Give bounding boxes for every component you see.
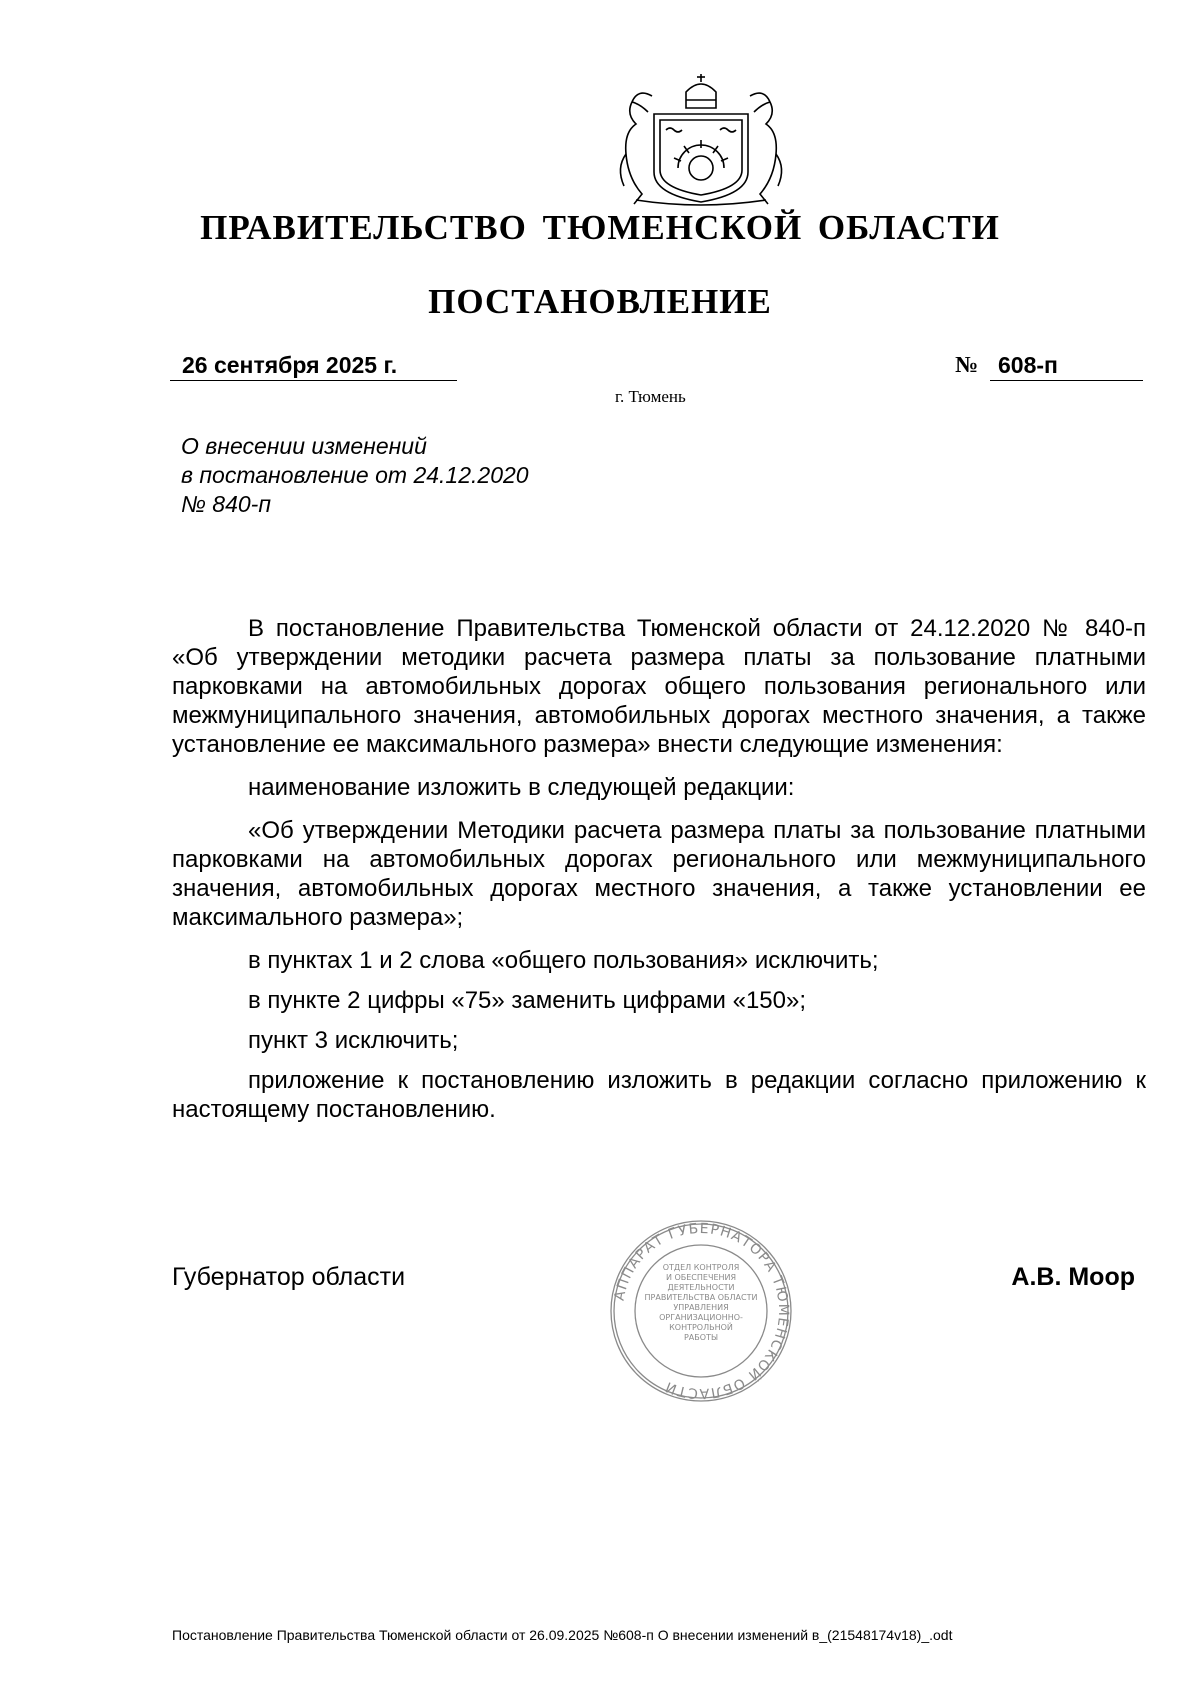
official-seal-icon xyxy=(608,1218,794,1404)
seal-inner-text: ОРГАНИЗАЦИОННО- xyxy=(659,1313,743,1322)
body-paragraph: В постановление Правительства Тюменской области от 24.12.2020 № 840-п «Об утверждении методики расчета размера платы за пользование платными парковками на автомобильных дорогах общего пользования регионального или межмуниципального значения, автомобильных дорогах местного значения, а также установление ее максимального размера» внести следующие изменения: xyxy=(172,615,1146,758)
subject-line: в постановление от 24.12.2020 xyxy=(181,462,529,488)
organization-title: ПРАВИТЕЛЬСТВО ТЮМЕНСКОЙ ОБЛАСТИ xyxy=(200,208,1000,247)
seal-inner-text: КОНТРОЛЬНОЙ xyxy=(669,1323,733,1332)
tyumen-coat-of-arms-icon xyxy=(586,68,816,208)
number-sign: № xyxy=(955,352,979,377)
document-number: 608-п xyxy=(990,352,1143,381)
document-body xyxy=(172,614,1146,1135)
body-paragraph: пункт 3 исключить; xyxy=(248,1027,459,1054)
seal-inner-text: ДЕЯТЕЛЬНОСТИ xyxy=(667,1283,735,1292)
seal-inner-text: И ОБЕСПЕЧЕНИЯ xyxy=(665,1273,737,1282)
signer-title: Губернатор области xyxy=(172,1263,406,1291)
subject-line: О внесении изменений xyxy=(181,433,427,459)
document-date: 26 сентября 2025 г. xyxy=(170,352,457,381)
body-paragraph: приложение к постановлению изложить в редакции согласно приложению к настоящему постановлению. xyxy=(172,1067,1146,1123)
document-type-title: ПОСТАНОВЛЕНИЕ xyxy=(428,282,772,321)
seal-inner-text: ОТДЕЛ КОНТРОЛЯ xyxy=(662,1263,740,1272)
body-paragraph: наименование изложить в следующей редакции: xyxy=(248,774,795,801)
seal-inner-text: ПРАВИТЕЛЬСТВА ОБЛАСТИ xyxy=(644,1293,758,1302)
document-subject xyxy=(181,432,681,519)
body-paragraph: «Об утверждении Методики расчета размера платы за пользование платными парковками на автомобильных дорогах регионального или межмуниципального значения, автомобильных дорогах местного значения, а также установлении ее максимального размера»; xyxy=(172,817,1146,931)
seal-outer-text: АППАРАТ ГУБЕРНАТОРА ТЮМЕНСКОЙ ОБЛАСТИ xyxy=(611,1220,792,1402)
seal-inner-text: УПРАВЛЕНИЯ xyxy=(673,1303,729,1312)
document-city: г. Тюмень xyxy=(615,387,686,406)
seal-inner-text: РАБОТЫ xyxy=(683,1333,719,1342)
body-paragraph: в пунктах 1 и 2 слова «общего пользования» исключить; xyxy=(248,947,879,974)
footer-filename: Постановление Правительства Тюменской области от 26.09.2025 №608-п О внесении изменений в_(21548174v18)_.odt xyxy=(172,1627,953,1643)
signer-name: А.В. Моор xyxy=(1011,1263,1135,1291)
subject-line: № 840-п xyxy=(181,491,271,517)
body-paragraph: в пункте 2 цифры «75» заменить цифрами «150»; xyxy=(248,987,807,1014)
